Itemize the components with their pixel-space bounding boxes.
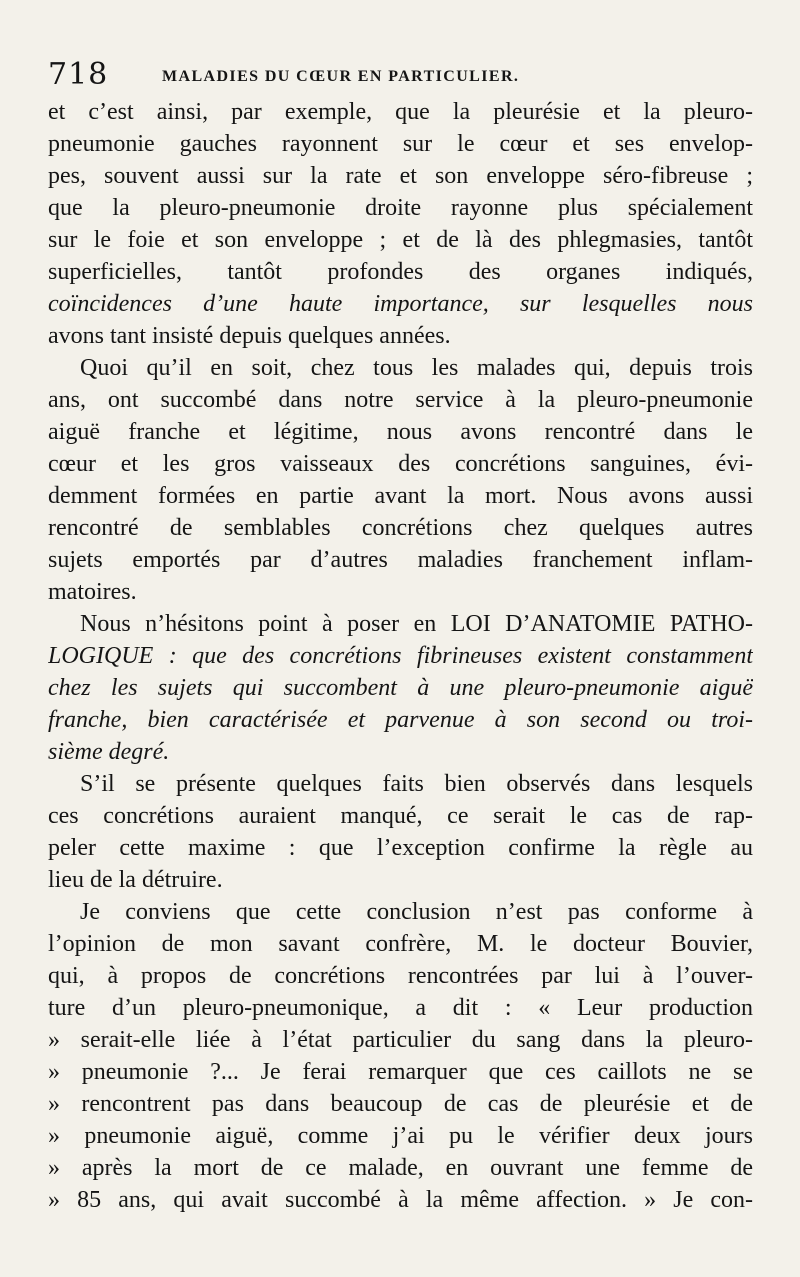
text-line: rencontré de semblables concrétions chez quelques autres bbox=[48, 515, 753, 541]
text-line: aiguë franche et légitime, nous avons rencontré dans le bbox=[48, 419, 753, 445]
text-line: l’opinion de mon savant confrère, M. le docteur Bouvier, bbox=[48, 931, 753, 957]
text-line: franche, bien caractérisée et parvenue à son second ou troi- bbox=[48, 707, 753, 733]
text-line: sur le foie et son enveloppe ; et de là des phlegmasies, tantôt bbox=[48, 227, 753, 253]
text-line: » pneumonie aiguë, comme j’ai pu le vérifier deux jours bbox=[48, 1123, 753, 1149]
text-line: superficielles, tantôt profondes des organes indiqués, bbox=[48, 259, 753, 285]
text-line: que la pleuro-pneumonie droite rayonne plus spécialement bbox=[48, 195, 753, 221]
text-line: matoires. bbox=[48, 579, 137, 605]
text-line: peler cette maxime : que l’exception confirme la règle au bbox=[48, 835, 753, 861]
text-line: pneumonie gauches rayonnent sur le cœur et ses envelop- bbox=[48, 131, 753, 157]
text-line: pes, souvent aussi sur la rate et son enveloppe séro-fibreuse ; bbox=[48, 163, 753, 189]
text-line: Je conviens que cette conclusion n’est pas conforme à bbox=[80, 899, 753, 925]
text-line: Quoi qu’il en soit, chez tous les malades qui, depuis trois bbox=[80, 355, 753, 381]
text-line: lieu de la détruire. bbox=[48, 867, 223, 893]
text-line: cœur et les gros vaisseaux des concrétions sanguines, évi- bbox=[48, 451, 753, 477]
text-line: ces concrétions auraient manqué, ce serait le cas de rap- bbox=[48, 803, 753, 829]
text-line: ans, ont succombé dans notre service à la pleuro-pneumonie bbox=[48, 387, 753, 413]
text-line: coïncidences d’une haute importance, sur lesquelles nous bbox=[48, 291, 753, 317]
text-line: S’il se présente quelques faits bien observés dans lesquels bbox=[80, 771, 753, 797]
text-line: Nous n’hésitons point à poser en LOI D’ANATOMIE PATHO- bbox=[80, 611, 753, 637]
text-line: chez les sujets qui succombent à une pleuro-pneumonie aiguë bbox=[48, 675, 753, 701]
text-line: ture d’un pleuro-pneumonique, a dit : « Leur production bbox=[48, 995, 753, 1021]
page-number: 718 bbox=[48, 57, 109, 92]
running-head: MALADIES DU CŒUR EN PARTICULIER. bbox=[162, 68, 520, 85]
body-text bbox=[48, 96, 753, 1216]
text-line: » serait-elle liée à l’état particulier du sang dans la pleuro- bbox=[48, 1027, 753, 1053]
text-line: avons tant insisté depuis quelques années. bbox=[48, 323, 451, 349]
text-line: sujets emportés par d’autres maladies franchement inflam- bbox=[48, 547, 753, 573]
text-line: » 85 ans, qui avait succombé à la même affection. » Je con- bbox=[48, 1187, 753, 1213]
text-line: sième degré. bbox=[48, 739, 170, 765]
text-line: qui, à propos de concrétions rencontrées par lui à l’ouver- bbox=[48, 963, 753, 989]
text-line: » rencontrent pas dans beaucoup de cas de pleurésie et de bbox=[48, 1091, 753, 1117]
text-line: LOGIQUE : que des concrétions fibrineuses existent constamment bbox=[48, 643, 753, 669]
text-line: » après la mort de ce malade, en ouvrant une femme de bbox=[48, 1155, 753, 1181]
page-header bbox=[48, 57, 748, 96]
text-line: et c’est ainsi, par exemple, que la pleurésie et la pleuro- bbox=[48, 99, 753, 125]
text-line: » pneumonie ?... Je ferai remarquer que ces caillots ne se bbox=[48, 1059, 753, 1085]
text-line: demment formées en partie avant la mort. Nous avons aussi bbox=[48, 483, 753, 509]
